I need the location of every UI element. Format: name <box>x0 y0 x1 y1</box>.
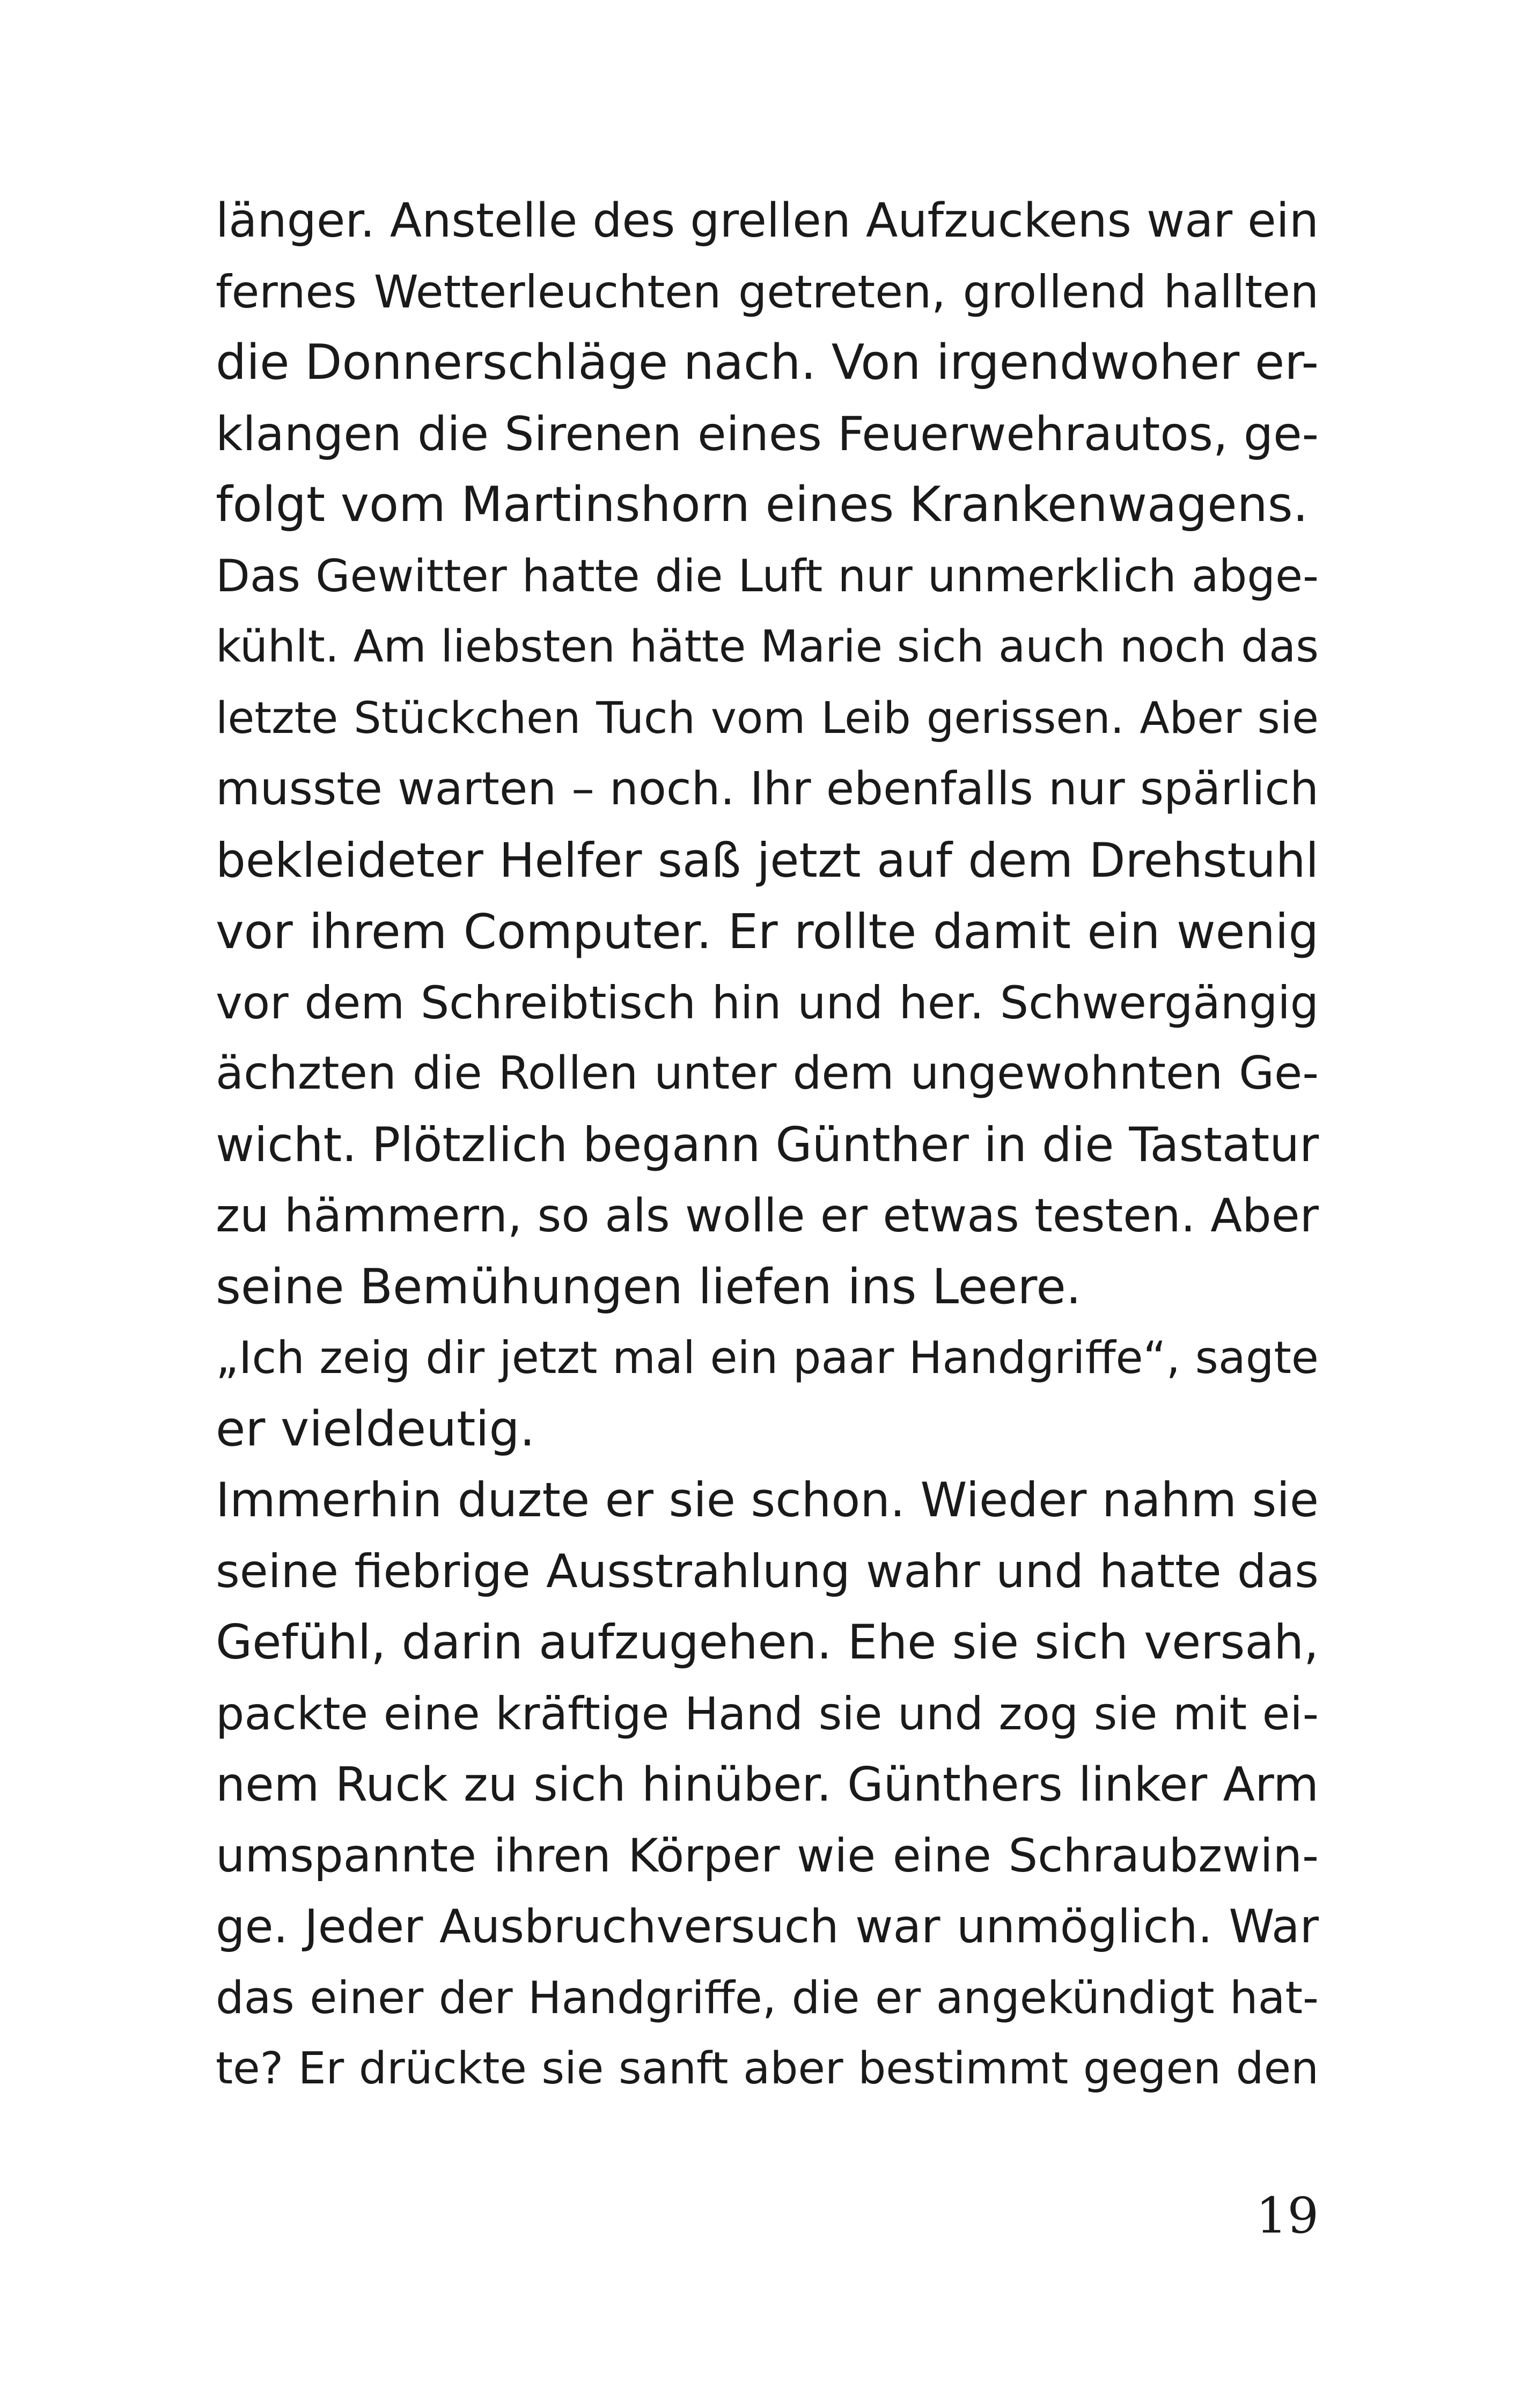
text-line: packte eine kräftige Hand sie und zog sie mit ei- <box>216 1687 1319 1740</box>
text-line: folgt vom Martinshorn eines Krankenwagens. <box>216 476 1309 533</box>
text-line: die Donnerschläge nach. Von irgendwoher er- <box>216 334 1319 391</box>
text-line: das einer der Handgriffe, die er angekündigt hat- <box>216 1971 1319 2024</box>
text-line: ge. Jeder Ausbruchversuch war unmöglich. War <box>216 1900 1319 1954</box>
text-line: vor ihrem Computer. Er rollte damit ein wenig <box>216 904 1319 959</box>
text-line: zu hämmern, so als wolle er etwas testen. Aber <box>216 1189 1319 1243</box>
text-line: musste warten – noch. Ihr ebenfalls nur spärlich <box>216 762 1319 816</box>
text-line: umspannte ihren Körper wie eine Schraubzwin- <box>216 1829 1319 1883</box>
text-line: Immerhin duzte er sie schon. Wieder nahm sie <box>216 1472 1319 1528</box>
text-line: „Ich zeig dir jetzt mal ein paar Handgriffe“, sagte <box>216 1332 1319 1384</box>
text-line: ächzten die Rollen unter dem ungewohnten Ge- <box>216 1047 1319 1100</box>
text-line: nem Ruck zu sich hinüber. Günthers linker Arm <box>216 1757 1319 1812</box>
text-line: seine Bemühungen liefen ins Leere. <box>216 1258 1082 1315</box>
body-text <box>216 185 1319 2105</box>
text-line: letzte Stückchen Tuch vom Leib gerissen. Aber sie <box>216 693 1319 744</box>
text-line: bekleideter Helfer saß jetzt auf dem Drehstuhl <box>216 832 1319 888</box>
text-line: seine fiebrige Ausstrahlung wahr und hatte das <box>216 1544 1319 1598</box>
text-line: wicht. Plötzlich begann Günther in die Tastatur <box>216 1117 1319 1172</box>
text-line: vor dem Schreibtisch hin und her. Schwergängig <box>216 976 1319 1029</box>
text-line: länger. Anstelle des grellen Aufzuckens war ein <box>216 193 1319 248</box>
text-line: fernes Wetterleuchten getreten, grollend hallten <box>216 265 1319 318</box>
text-line: er vieldeutig. <box>216 1400 535 1457</box>
text-line: Gefühl, darin aufzugehen. Ehe sie sich versah, <box>216 1614 1319 1670</box>
text-line: Das Gewitter hatte die Luft nur unmerklich abge- <box>216 549 1319 602</box>
text-line: klangen die Sirenen eines Feuerwehrautos, ge- <box>216 406 1319 461</box>
text-line: te? Er drückte sie sanft aber bestimmt gegen den <box>216 2043 1319 2094</box>
text-line: kühlt. Am liebsten hätte Marie sich auch noch das <box>216 621 1319 672</box>
page-number: 19 <box>1255 2187 1319 2244</box>
